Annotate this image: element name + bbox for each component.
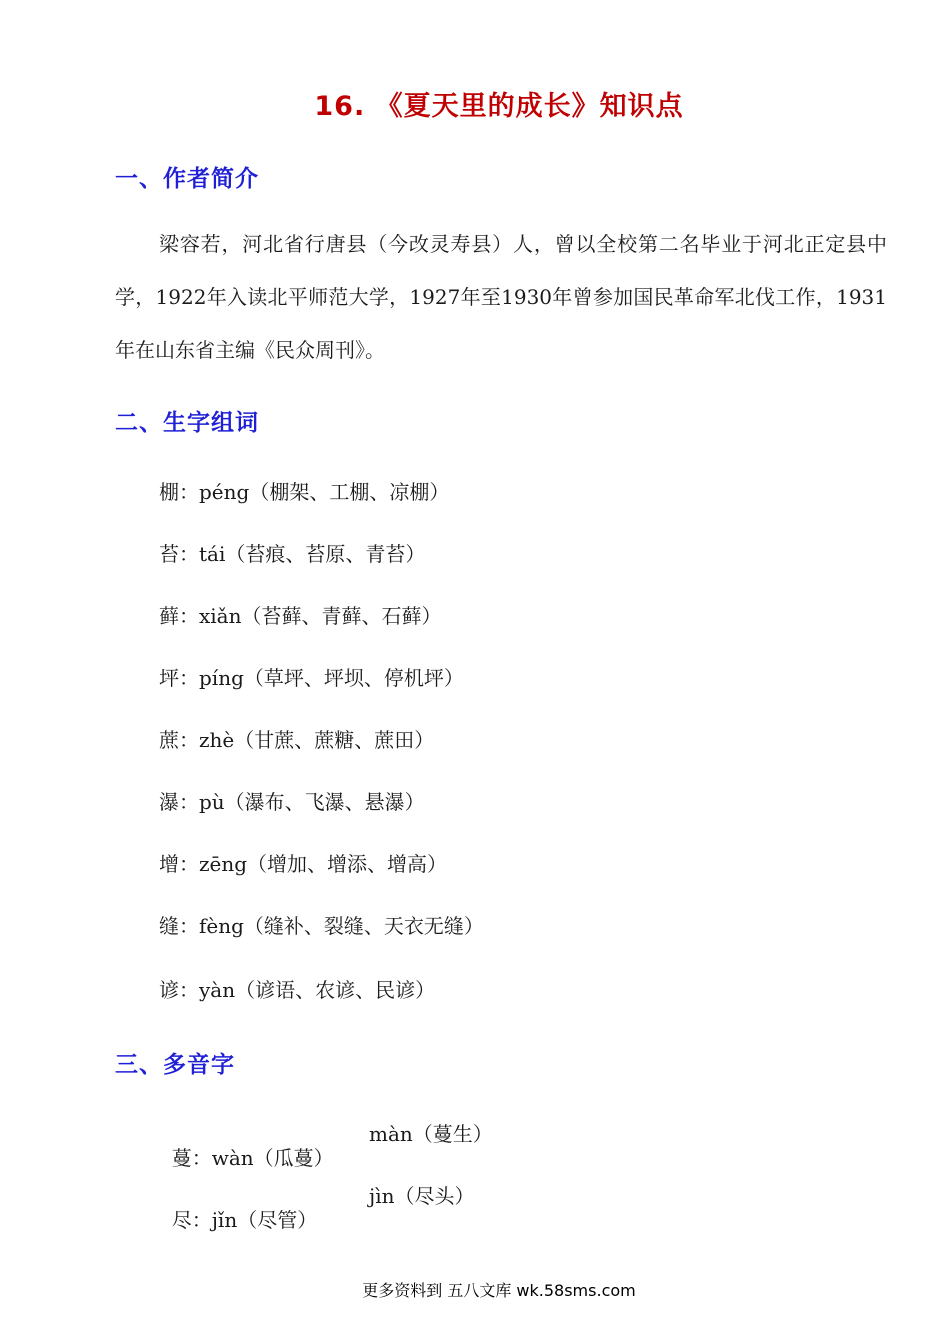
- section-heading-author: 一、作者简介: [115, 166, 259, 192]
- polyphone-item: [159, 1180, 475, 1257]
- word-item: 藓：xiǎn（苔藓、青藓、石藓）: [159, 604, 442, 628]
- footer-watermark: 更多资料到 五八文库 wk.58sms.com: [362, 1281, 636, 1300]
- word-item: 增：zēng（增加、增添、增高）: [159, 852, 448, 876]
- polyphone-reading-second: màn（蔓生）: [369, 1122, 493, 1146]
- word-item: 缝：fèng（缝补、裂缝、天衣无缝）: [159, 914, 484, 938]
- author-paragraph: 梁容若，河北省行唐县（今改灵寿县）人，曾以全校第二名毕业于河北正定县中学，1922年入读北平师范大学，1927年至1930年曾参加国民革命军北伐工作，1931年在山东省主编《民众周刊》。: [115, 232, 887, 362]
- polyphone-reading-first: 蔓：wàn（瓜蔓）: [171, 1146, 334, 1170]
- word-item: 蔗：zhè（甘蔗、蔗糖、蔗田）: [159, 728, 435, 752]
- section-heading-words: 二、生字组词: [115, 410, 259, 436]
- word-item: 瀑：pù（瀑布、飞瀑、悬瀑）: [159, 790, 425, 814]
- word-item: 坪：píng（草坪、坪坝、停机坪）: [159, 666, 464, 690]
- polyphone-reading-first: 尽：jǐn（尽管）: [171, 1208, 318, 1232]
- section-heading-polyphones: 三、多音字: [115, 1052, 235, 1078]
- polyphone-reading-second: jìn（尽头）: [369, 1184, 475, 1208]
- word-item: 谚：yàn（谚语、农谚、民谚）: [159, 978, 436, 1002]
- document-title: 16. 《夏天里的成长》知识点: [314, 91, 684, 122]
- word-item: 棚：péng（棚架、工棚、凉棚）: [159, 480, 450, 504]
- word-item: 苔：tái（苔痕、苔原、青苔）: [159, 542, 426, 566]
